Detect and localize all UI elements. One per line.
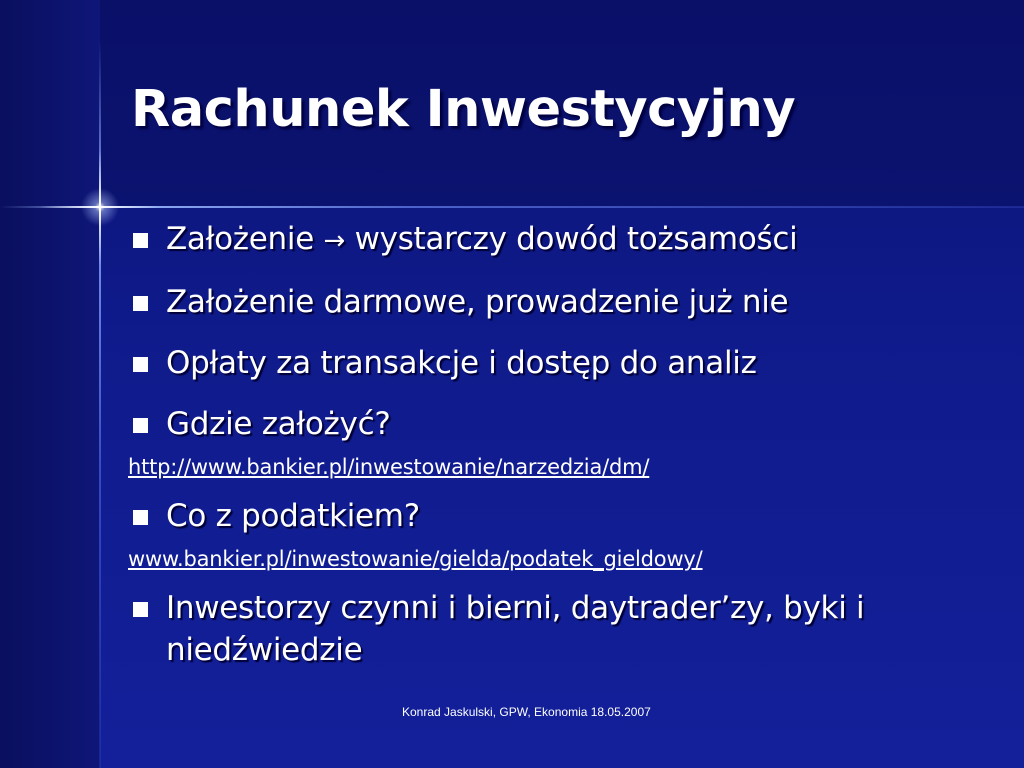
- bullet-list: [128, 218, 1008, 671]
- bullet-item: [128, 218, 1008, 262]
- bankier-dm-link[interactable]: http://www.bankier.pl/inwestowanie/narzedzia/dm/: [128, 455, 650, 479]
- slide-footer: Konrad Jaskulski, GPW, Ekonomia 18.05.2007: [402, 705, 651, 719]
- bullet-text: Co z podatkiem?: [166, 498, 420, 534]
- slide-title: Rachunek Inwestycyjny: [131, 80, 796, 139]
- sparkle-ray-horizontal: [40, 206, 160, 208]
- square-bullet-icon: [133, 233, 148, 248]
- arrow-right-icon: →: [323, 226, 346, 256]
- bankier-podatek-link[interactable]: www.bankier.pl/inwestowanie/gielda/podatek_gieldowy/: [128, 547, 703, 571]
- bullet-text: Założenie darmowe, prowadzenie już nie: [166, 284, 789, 320]
- square-bullet-icon: [133, 602, 148, 617]
- bullet-text: Założenie: [166, 221, 324, 257]
- bullet-text: Inwestorzy czynni i bierni, daytrader’zy, byki i niedźwiedzie: [166, 590, 865, 668]
- bullet-text: Opłaty za transakcje i dostęp do analiz: [166, 345, 757, 381]
- bullet-text: wystarczy dowód tożsamości: [345, 221, 798, 257]
- square-bullet-icon: [133, 357, 148, 372]
- left-band-decoration: [0, 0, 100, 768]
- bullet-item: [128, 281, 1008, 323]
- bullet-item: [128, 403, 1008, 445]
- square-bullet-icon: [133, 418, 148, 433]
- square-bullet-icon: [133, 296, 148, 311]
- bullet-item: [128, 587, 1008, 671]
- bullet-item: [128, 342, 1008, 384]
- square-bullet-icon: [133, 510, 148, 525]
- bullet-item: [128, 495, 1008, 537]
- bullet-text: Gdzie założyć?: [166, 406, 391, 442]
